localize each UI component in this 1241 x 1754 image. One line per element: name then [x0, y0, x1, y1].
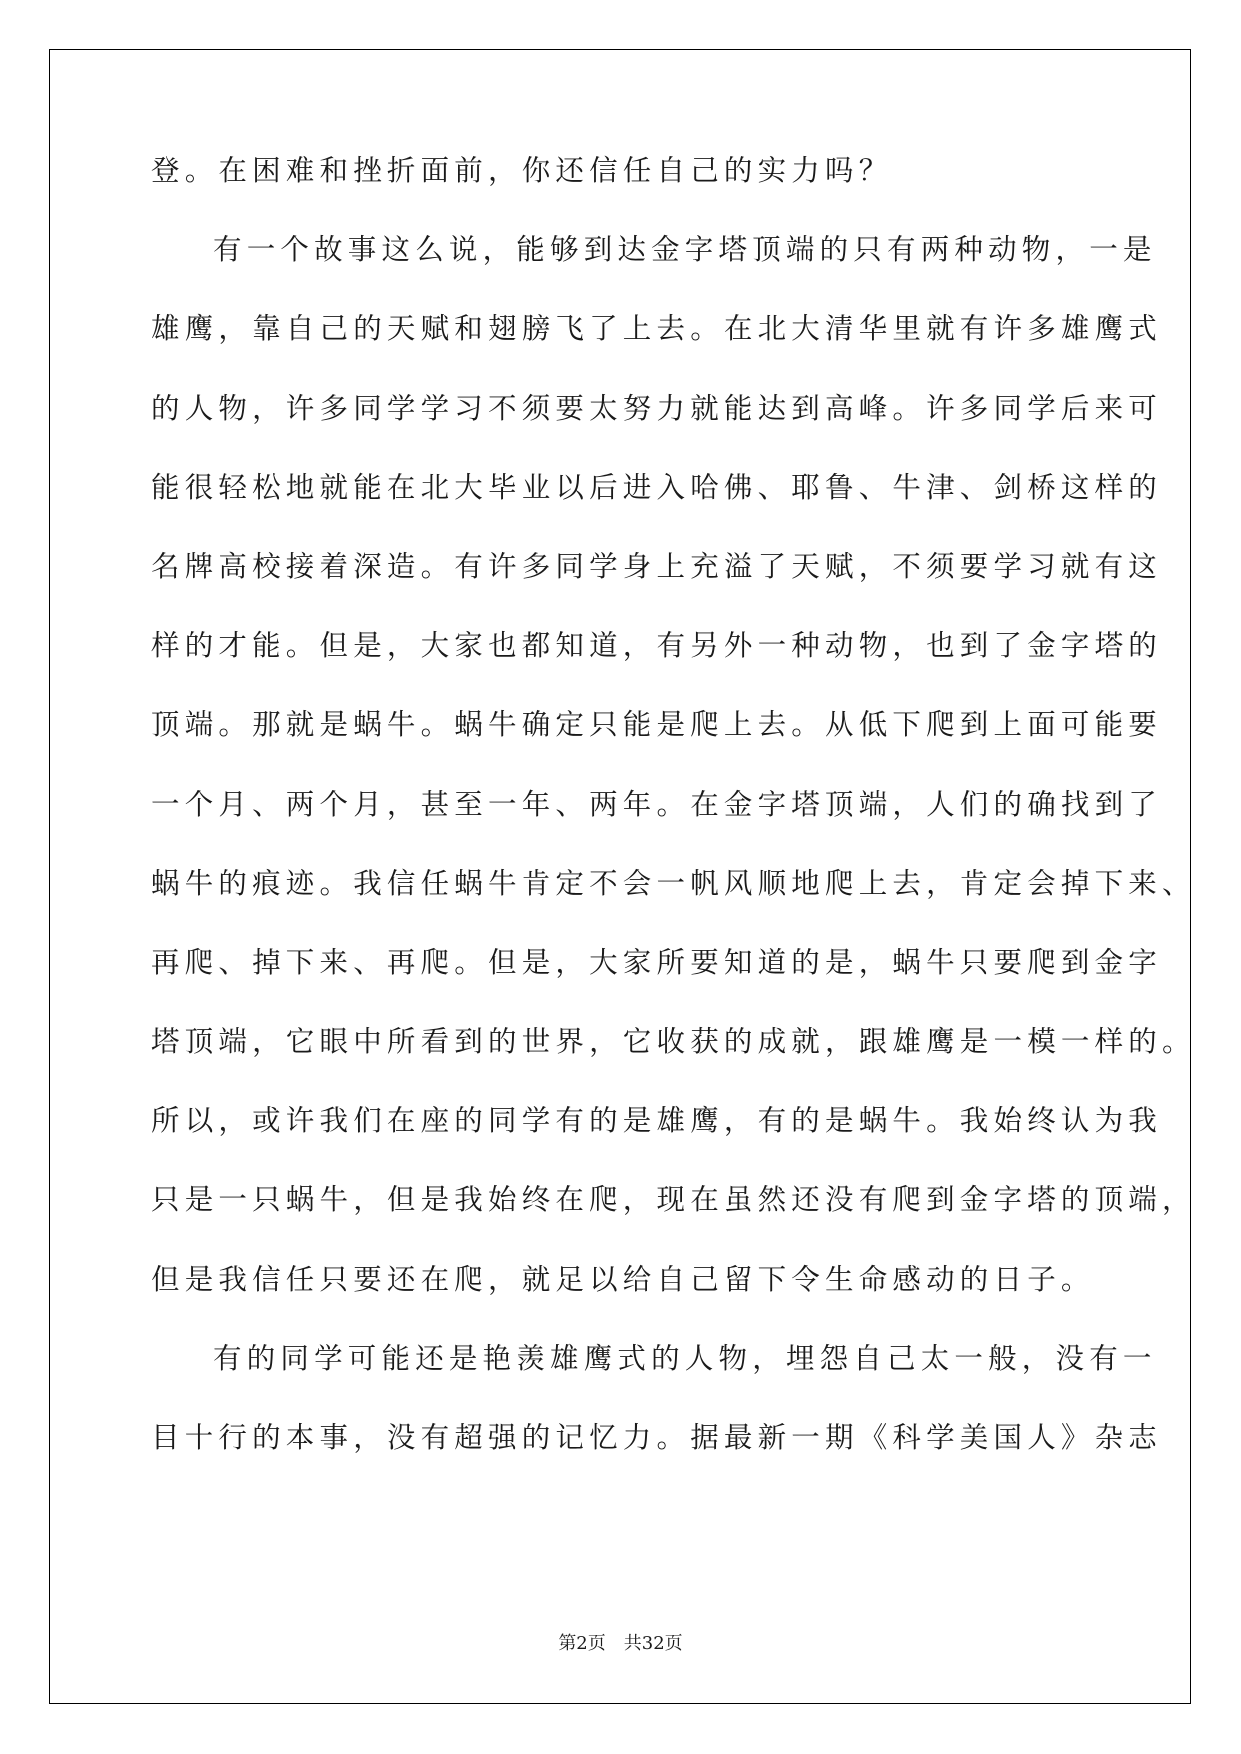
text-line: 塔顶端，它眼中所看到的世界，它收获的成就，跟雄鹰是一模一样的。 [151, 1025, 1196, 1059]
text-line: 蜗牛的痕迹。我信任蜗牛肯定不会一帆风顺地爬上去，肯定会掉下来、 [151, 866, 1196, 900]
text-line: 再爬、掉下来、再爬。但是，大家所要知道的是，蜗牛只要爬到金字 [151, 945, 1163, 979]
document-body [151, 152, 1196, 1498]
text-line: 的人物，许多同学学习不须要太努力就能达到高峰。许多同学后来可 [151, 391, 1163, 425]
text-line: 只是一只蜗牛，但是我始终在爬，现在虽然还没有爬到金字塔的顶端， [151, 1183, 1196, 1217]
page-footer [0, 1633, 1241, 1655]
text-line: 但是我信任只要还在爬，就足以给自己留下令生命感动的日子。 [151, 1262, 1095, 1296]
text-line: 有的同学可能还是艳羡雄鹰式的人物，埋怨自己太一般，没有一 [213, 1341, 1157, 1375]
page-number-total: 共32页 [623, 1633, 683, 1654]
text-line: 有一个故事这么说，能够到达金字塔顶端的只有两种动物，一是 [213, 233, 1157, 267]
text-line: 样的才能。但是，大家也都知道，有另外一种动物，也到了金字塔的 [151, 629, 1163, 663]
text-line: 一个月、两个月，甚至一年、两年。在金字塔顶端，人们的确找到了 [151, 787, 1163, 821]
text-line: 能很轻松地就能在北大毕业以后进入哈佛、耶鲁、牛津、剑桥这样的 [151, 470, 1163, 504]
text-line: 顶端。那就是蜗牛。蜗牛确定只能是爬上去。从低下爬到上面可能要 [151, 708, 1163, 742]
text-line: 所以，或许我们在座的同学有的是雄鹰，有的是蜗牛。我始终认为我 [151, 1104, 1163, 1138]
text-line: 雄鹰，靠自己的天赋和翅膀飞了上去。在北大清华里就有许多雄鹰式 [151, 312, 1163, 346]
text-line: 名牌高校接着深造。有许多同学身上充溢了天赋，不须要学习就有这 [151, 549, 1163, 583]
text-line: 登。在困难和挫折面前，你还信任自己的实力吗？ [151, 154, 893, 187]
text-line: 目十行的本事，没有超强的记忆力。据最新一期《科学美国人》杂志 [151, 1421, 1163, 1454]
page-number-current: 第2页 [558, 1633, 606, 1654]
